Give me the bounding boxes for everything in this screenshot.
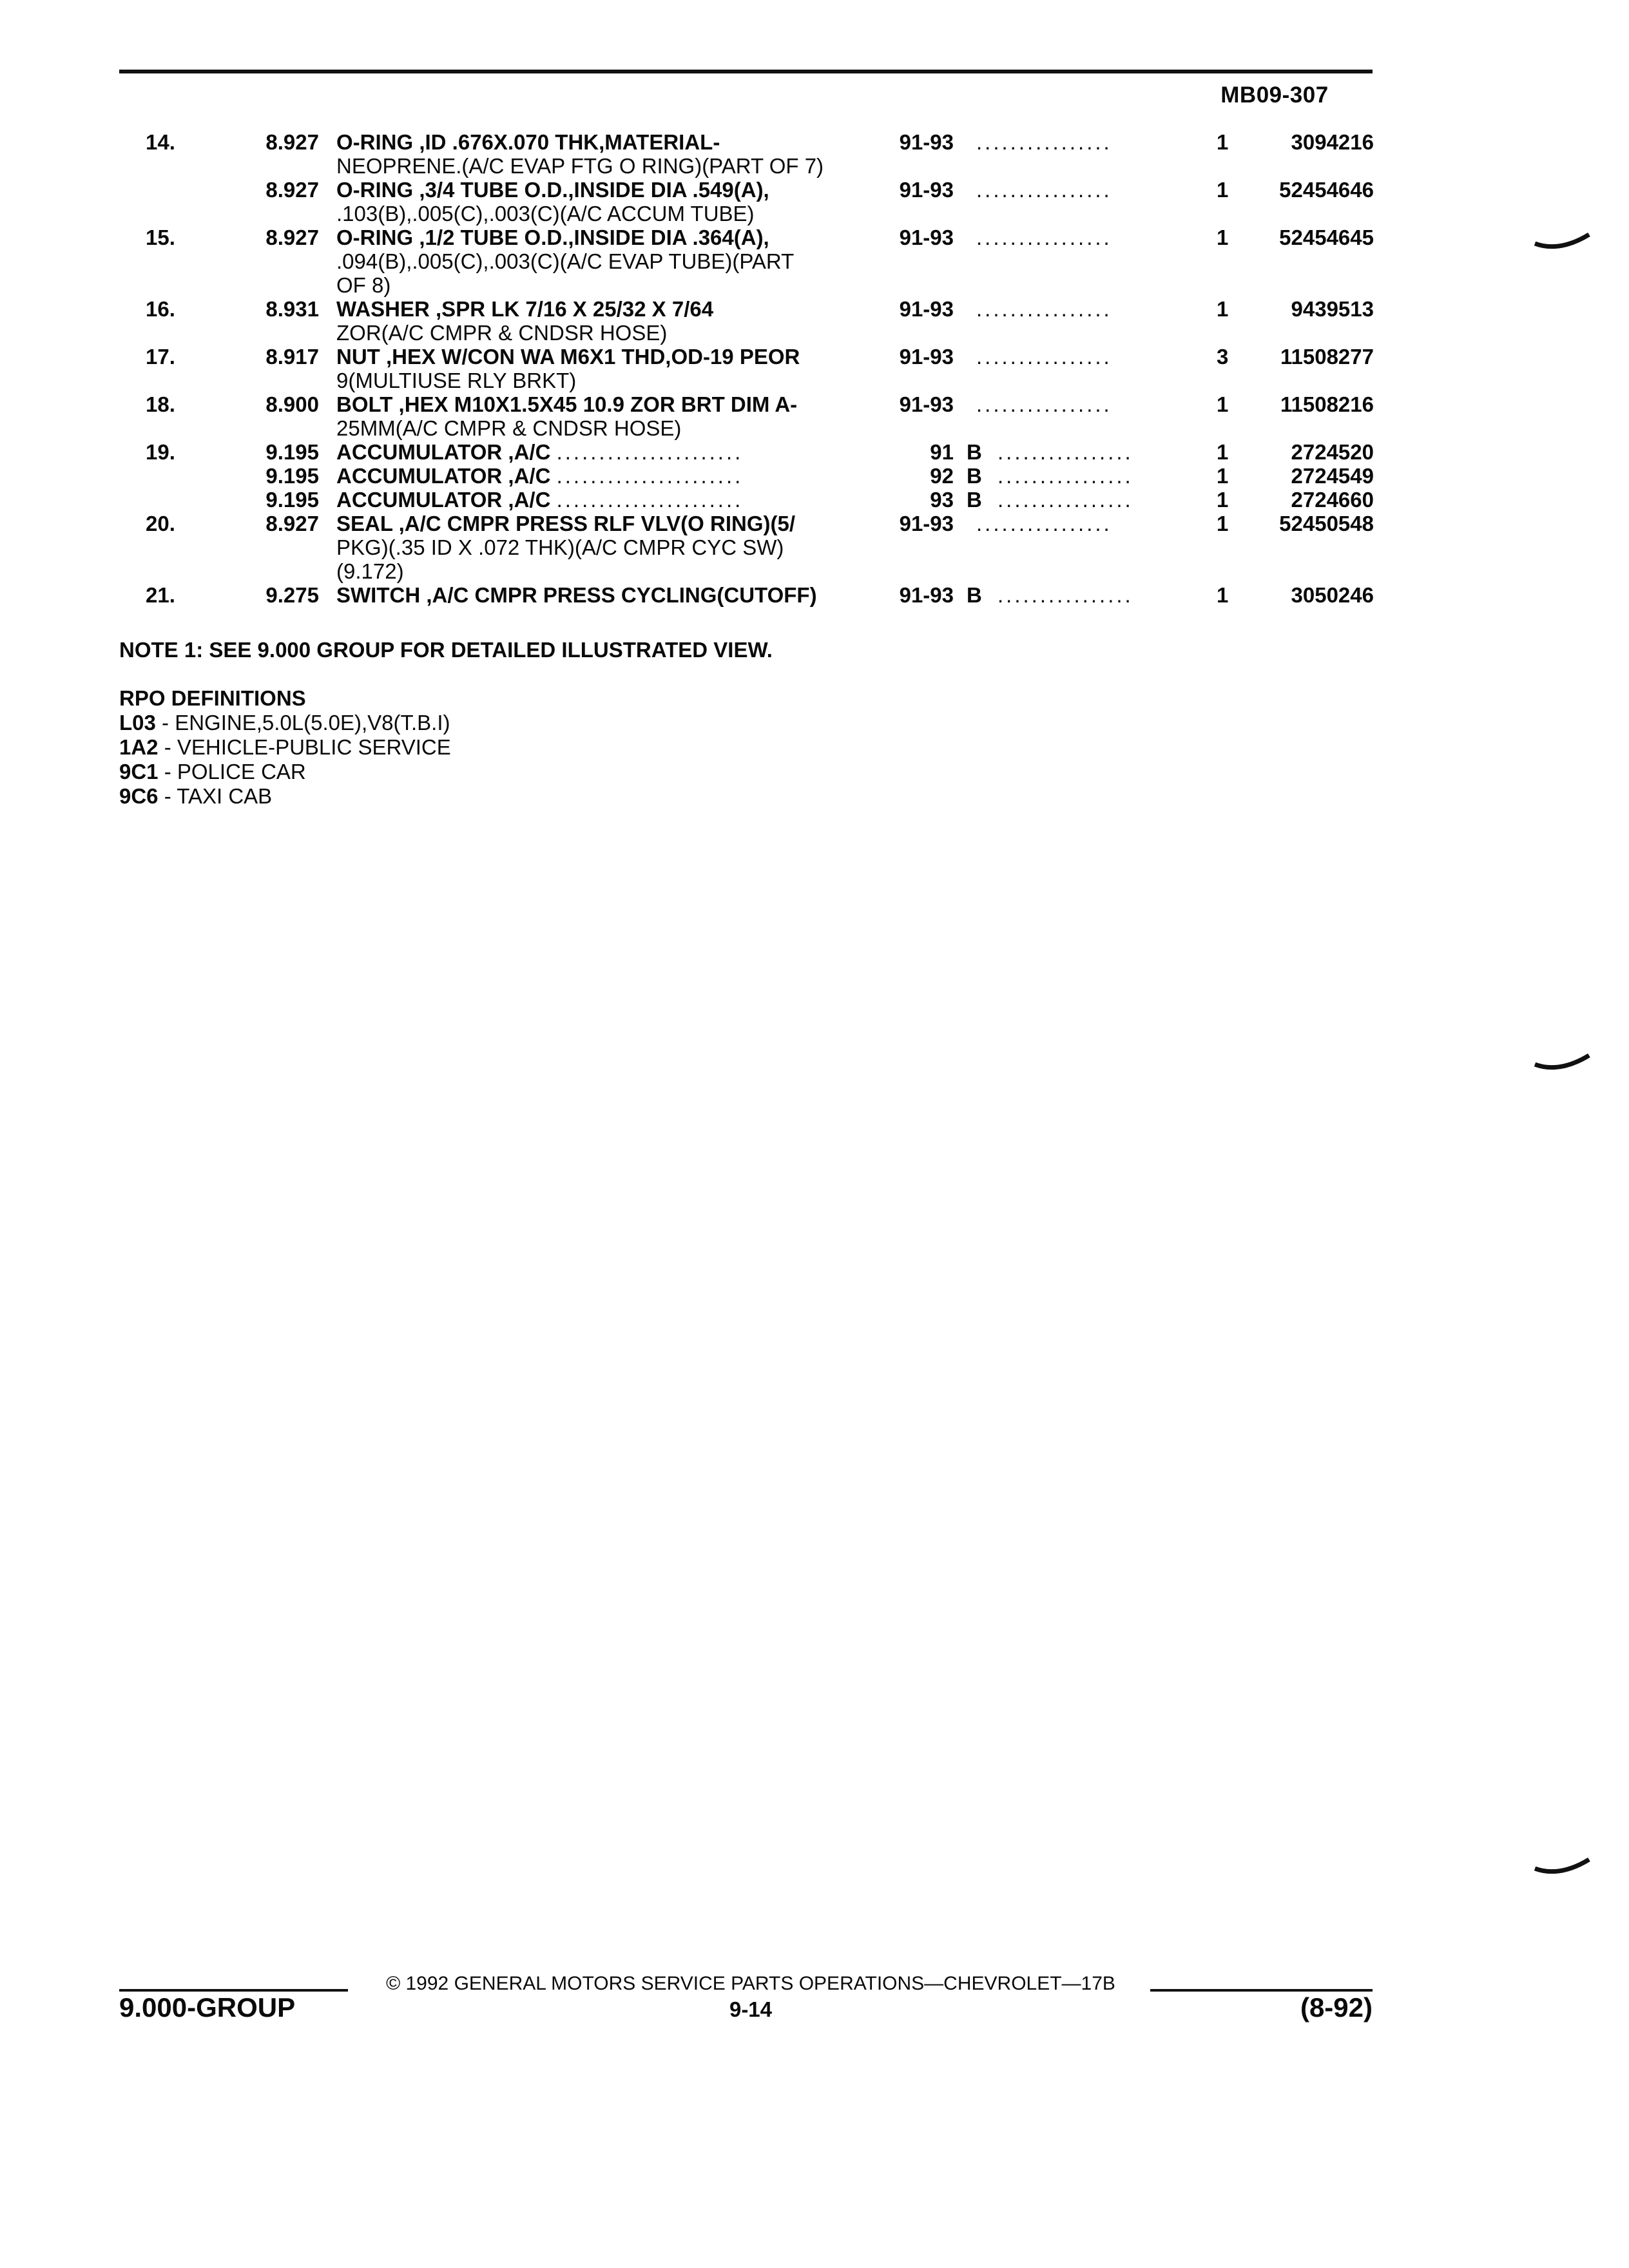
part-name: O-RING — [336, 178, 414, 202]
group-number: 9.275 — [265, 583, 319, 607]
part-name: ACCUMULATOR — [336, 488, 503, 512]
page-number: 9-14 — [729, 1997, 773, 2021]
part-detail: 9(MULTIUSE RLY BRKT) — [336, 369, 577, 392]
group-number: 8.931 — [265, 297, 319, 321]
part-detail: ,1/2 TUBE O.D.,INSIDE DIA .364(A), — [413, 226, 769, 249]
ref-number: 15. — [146, 226, 175, 249]
usage-code: B — [967, 488, 982, 512]
quantity: 1 — [1217, 583, 1229, 607]
part-description — [336, 202, 865, 226]
part-number: 9439513 — [1291, 297, 1374, 321]
quantity: 1 — [1217, 488, 1229, 512]
dot-leader: ................ — [998, 488, 1133, 512]
part-row-continuation — [0, 273, 1629, 297]
rpo-item: 9C6 - TAXI CAB — [119, 784, 273, 808]
part-name: SEAL — [336, 512, 393, 535]
footer-copyright: © 1992 GENERAL MOTORS SERVICE PARTS OPERATIONS—CHEVROLET—17B — [386, 1973, 1115, 1994]
model-years: 93 — [930, 488, 954, 512]
quantity: 1 — [1217, 297, 1229, 321]
model-years: 91-93 — [899, 130, 954, 154]
rpo-item: L03 - ENGINE,5.0L(5.0E),V8(T.B.I) — [119, 711, 450, 735]
part-row-continuation — [0, 202, 1629, 226]
part-detail: ,A/C — [502, 464, 551, 488]
part-row-continuation — [0, 369, 1629, 392]
ref-number: 21. — [146, 583, 175, 607]
group-number: 8.927 — [265, 178, 319, 202]
binder-hole-mark — [1534, 1856, 1592, 1881]
part-detail: ,HEX M10X1.5X45 10.9 ZOR BRT DIM A- — [392, 392, 798, 416]
quantity: 1 — [1217, 178, 1229, 202]
top-rule — [119, 70, 1373, 73]
dot-leader: ...................... — [556, 440, 744, 464]
part-number: 11508277 — [1280, 345, 1374, 369]
part-number: 52454645 — [1279, 226, 1374, 249]
part-description — [336, 535, 865, 559]
part-description — [336, 416, 865, 440]
part-description — [336, 321, 865, 345]
part-row — [0, 178, 1629, 202]
part-detail: (9.172) — [336, 559, 404, 583]
part-number: 52450548 — [1279, 512, 1374, 535]
part-name: BOLT — [336, 392, 393, 416]
quantity: 1 — [1217, 392, 1229, 416]
part-description — [336, 297, 865, 321]
ref-number: 17. — [146, 345, 175, 369]
part-number: 2724520 — [1291, 440, 1374, 464]
part-name: NUT — [336, 345, 380, 369]
group-number: 8.927 — [265, 130, 319, 154]
group-number: 9.195 — [265, 488, 319, 512]
model-years: 91-93 — [899, 392, 954, 416]
model-years: 91-93 — [899, 297, 954, 321]
ref-number: 19. — [146, 440, 175, 464]
dot-leader: ................ — [998, 464, 1133, 488]
part-detail: ZOR(A/C CMPR & CNDSR HOSE) — [336, 321, 668, 345]
part-detail: ,A/C CMPR PRESS CYCLING(CUTOFF) — [420, 583, 817, 607]
part-detail: ,ID .676X.070 THK,MATERIAL- — [413, 130, 720, 154]
part-number: 3050246 — [1291, 583, 1374, 607]
dot-leader: ................ — [976, 130, 1112, 154]
part-name: O-RING — [336, 130, 414, 154]
part-name: SWITCH — [336, 583, 421, 607]
dot-leader: ................ — [976, 226, 1112, 249]
part-row — [0, 583, 1629, 607]
model-years: 91-93 — [899, 512, 954, 535]
footer-group: 9.000-GROUP — [119, 1992, 296, 2023]
part-description — [336, 369, 865, 392]
part-row — [0, 297, 1629, 321]
part-row-continuation — [0, 249, 1629, 273]
part-row-continuation — [0, 154, 1629, 178]
dot-leader: ................ — [976, 392, 1112, 416]
part-row — [0, 440, 1629, 464]
quantity: 3 — [1217, 345, 1229, 369]
ref-number: 16. — [146, 297, 175, 321]
quantity: 1 — [1217, 226, 1229, 249]
dot-leader: ...................... — [556, 488, 744, 512]
part-row-continuation — [0, 416, 1629, 440]
footer-rule — [1150, 1989, 1373, 1992]
part-row — [0, 392, 1629, 416]
part-detail: PKG)(.35 ID X .072 THK)(A/C CMPR CYC SW) — [336, 535, 784, 559]
part-name: O-RING — [336, 226, 414, 249]
part-detail: NEOPRENE.(A/C EVAP FTG O RING)(PART OF 7) — [336, 154, 824, 178]
dot-leader: ................ — [976, 345, 1112, 369]
dot-leader: ................ — [976, 512, 1112, 535]
group-number: 8.927 — [265, 226, 319, 249]
part-detail: 25MM(A/C CMPR & CNDSR HOSE) — [336, 416, 682, 440]
usage-code: B — [967, 464, 982, 488]
model-years: 91-93 — [899, 178, 954, 202]
ref-number: 14. — [146, 130, 175, 154]
part-detail: OF 8) — [336, 273, 391, 297]
rpo-item: 9C1 - POLICE CAR — [119, 760, 306, 783]
dot-leader: ................ — [998, 440, 1133, 464]
part-row-continuation — [0, 321, 1629, 345]
quantity: 1 — [1217, 464, 1229, 488]
part-description — [336, 464, 865, 488]
quantity: 1 — [1217, 440, 1229, 464]
usage-code: B — [967, 583, 982, 607]
rpo-item: 1A2 - VEHICLE-PUBLIC SERVICE — [119, 735, 451, 759]
binder-hole-mark — [1534, 231, 1592, 256]
dot-leader: ...................... — [556, 464, 744, 488]
part-row — [0, 464, 1629, 488]
quantity: 1 — [1217, 512, 1229, 535]
note-text: NOTE 1: SEE 9.000 GROUP FOR DETAILED ILLUSTRATED VIEW. — [119, 638, 773, 662]
page-code: MB09-307 — [1220, 82, 1329, 108]
part-description — [336, 154, 865, 178]
ref-number: 20. — [146, 512, 175, 535]
part-description — [336, 249, 865, 273]
part-detail: .103(B),.005(C),.003(C)(A/C ACCUM TUBE) — [336, 202, 755, 226]
group-number: 8.927 — [265, 512, 319, 535]
part-name: ACCUMULATOR — [336, 464, 503, 488]
part-description — [336, 583, 865, 607]
group-number: 9.195 — [265, 464, 319, 488]
model-years: 91-93 — [899, 583, 954, 607]
usage-code: B — [967, 440, 982, 464]
part-row-continuation — [0, 559, 1629, 583]
part-detail: ,A/C — [502, 488, 551, 512]
part-description — [336, 392, 865, 416]
part-row — [0, 345, 1629, 369]
binder-hole-mark — [1534, 1052, 1592, 1077]
group-number: 8.900 — [265, 392, 319, 416]
part-detail: ,3/4 TUBE O.D.,INSIDE DIA .549(A), — [413, 178, 769, 202]
part-description — [336, 273, 865, 297]
footer-date: (8-92) — [1300, 1992, 1373, 2023]
part-row — [0, 226, 1629, 249]
part-row — [0, 488, 1629, 512]
part-name: ACCUMULATOR — [336, 440, 503, 464]
part-row — [0, 130, 1629, 154]
model-years: 91 — [930, 440, 954, 464]
part-number: 11508216 — [1280, 392, 1374, 416]
part-description — [336, 559, 865, 583]
part-detail: ,HEX W/CON WA M6X1 THD,OD-19 PEOR — [380, 345, 800, 369]
parts-list — [0, 130, 1629, 607]
rpo-definitions — [119, 686, 451, 809]
part-detail: ,A/C CMPR PRESS RLF VLV(O RING)(5/ — [392, 512, 796, 535]
dot-leader: ................ — [976, 297, 1112, 321]
part-number: 3094216 — [1291, 130, 1374, 154]
rpo-title: RPO DEFINITIONS — [119, 686, 306, 710]
part-description — [336, 345, 865, 369]
part-number: 2724660 — [1291, 488, 1374, 512]
model-years: 92 — [930, 464, 954, 488]
part-description — [336, 130, 865, 154]
group-number: 9.195 — [265, 440, 319, 464]
part-row — [0, 512, 1629, 535]
part-description — [336, 178, 865, 202]
model-years: 91-93 — [899, 345, 954, 369]
part-number: 52454646 — [1279, 178, 1374, 202]
quantity: 1 — [1217, 130, 1229, 154]
part-description — [336, 512, 865, 535]
dot-leader: ................ — [998, 583, 1133, 607]
part-row-continuation — [0, 535, 1629, 559]
part-description — [336, 488, 865, 512]
ref-number: 18. — [146, 392, 175, 416]
part-detail: ,SPR LK 7/16 X 25/32 X 7/64 — [429, 297, 714, 321]
dot-leader: ................ — [976, 178, 1112, 202]
model-years: 91-93 — [899, 226, 954, 249]
group-number: 8.917 — [265, 345, 319, 369]
footer-rule — [119, 1989, 348, 1992]
part-number: 2724549 — [1291, 464, 1374, 488]
part-description — [336, 226, 865, 249]
part-detail: .094(B),.005(C),.003(C)(A/C EVAP TUBE)(PART — [336, 249, 795, 273]
part-description — [336, 440, 865, 464]
part-detail: ,A/C — [502, 440, 551, 464]
part-name: WASHER — [336, 297, 430, 321]
